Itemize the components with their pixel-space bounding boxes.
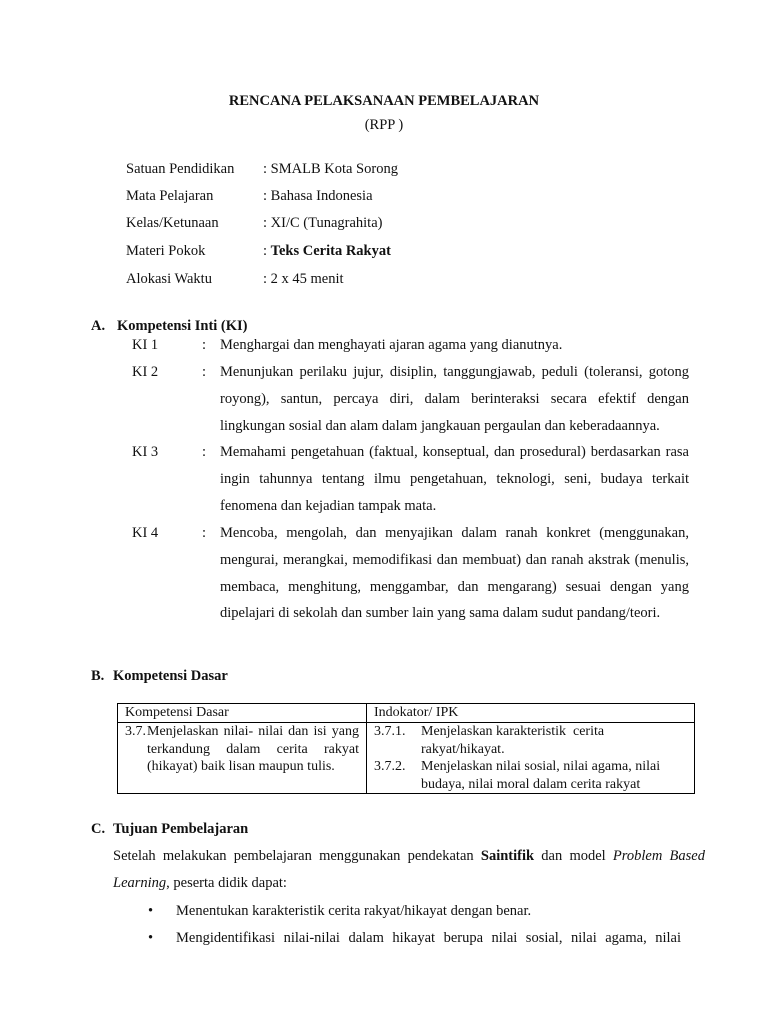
document-subtitle: (RPP ): [364, 117, 404, 133]
kd-cell: [118, 723, 367, 794]
section-b-heading: [91, 668, 228, 685]
ipk-number: 3.7.2.: [374, 759, 406, 774]
table-row: [118, 723, 695, 794]
meta-sep: :: [263, 188, 271, 204]
meta-row-mapel: [126, 187, 373, 206]
meta-key: Kelas/Ketunaan: [126, 215, 219, 231]
ipk-text: Menjelaskan karakteristik cerita rakyat/hikayat.: [421, 724, 608, 757]
kd-item: [125, 723, 359, 776]
ki-colon: :: [202, 525, 207, 541]
column-header: Indokator/ IPK: [367, 704, 695, 723]
meta-row-satuan: [126, 160, 398, 179]
ki-colon: :: [202, 444, 207, 460]
meta-row-kelas: [126, 214, 382, 233]
ki-text: Memahami pengetahuan (faktual, konseptual, dan prosedural) berdasarkan rasa ingin tahunnya tentang ilmu pengetahuan, teknologi, seni, budaya terkait fenomena dan kejadian tampak mata.: [220, 444, 689, 514]
ipk-item: [374, 758, 687, 793]
ki-label: KI 3: [132, 444, 159, 460]
kompetensi-dasar-table: [117, 703, 695, 794]
document-title: RENCANA PELAKSANAAN PEMBELAJARAN: [228, 93, 540, 109]
ki-label: KI 4: [132, 525, 159, 541]
meta-value: SMALB Kota Sorong: [270, 161, 398, 177]
ki-text: Menunjukan perilaku jujur, disiplin, tanggungjawab, peduli (toleransi, gotong royong), santun, percaya diri, dalam berinteraksi secara efektif dengan lingkungan sosial dan alam dalam jangkauan pergaulan dan keberadaannya.: [220, 364, 689, 434]
ipk-number: 3.7.1.: [374, 724, 406, 739]
meta-value: Bahasa Indonesia: [270, 188, 373, 204]
section-letter: C.: [91, 821, 106, 837]
ki-label: KI 2: [132, 364, 159, 380]
ipk-cell: [367, 723, 695, 794]
intro-italic: Problem Based Learning: [113, 848, 705, 891]
section-title: Tujuan Pembelajaran: [113, 821, 249, 837]
section-letter: A.: [91, 318, 106, 334]
intro-paragraph: [113, 843, 705, 897]
meta-sep: :: [263, 243, 271, 259]
meta-value: Teks Cerita Rakyat: [270, 243, 391, 259]
meta-key: Alokasi Waktu: [126, 271, 212, 287]
meta-sep: :: [263, 215, 271, 231]
list-item: Menentukan karakteristik cerita rakyat/hikayat dengan benar.: [176, 903, 532, 919]
meta-value: XI/C (Tunagrahita): [270, 215, 383, 231]
meta-value: 2 x 45 menit: [270, 271, 344, 287]
kd-number: 3.7.: [125, 724, 146, 739]
section-title: Kompetensi Dasar: [113, 668, 228, 684]
ki-label: KI 1: [132, 337, 159, 353]
table-header-row: [118, 704, 695, 723]
intro-text: Setelah melakukan pembelajaran menggunakan pendekatan: [113, 848, 481, 864]
ipk-item: [374, 723, 687, 758]
bullet-icon: •: [148, 903, 154, 919]
list-item: Mengidentifikasi nilai-nilai dalam hikayat berupa nilai sosial, nilai agama, nilai: [176, 930, 681, 946]
kd-text: Menjelaskan nilai- nilai dan isi yang terkandung dalam cerita rakyat (hikayat) baik lisan maupun tulis.: [147, 724, 359, 774]
meta-key: Mata Pelajaran: [126, 188, 214, 204]
intro-text: dan model: [534, 848, 613, 864]
meta-row-alokasi: [126, 270, 344, 289]
meta-key: Materi Pokok: [126, 243, 206, 259]
bullet-icon: •: [148, 930, 154, 946]
ki-colon: :: [202, 364, 207, 380]
section-letter: B.: [91, 668, 105, 684]
ki-colon: :: [202, 337, 207, 353]
ki-text: Mencoba, mengolah, dan menyajikan dalam ranah konkret (menggunakan, mengurai, merangkai, memodifikasi dan membuat) dan ranah akstrak (menulis, membaca, menghitung, menggambar, dan mengarang) sesuai dengan yang dipelajari di sekolah dan sumber lain yang sama dalam sudut pandang/teori.: [220, 525, 689, 622]
meta-sep: :: [263, 161, 271, 177]
section-title: Kompetensi Inti (KI): [117, 318, 248, 334]
ipk-text: Menjelaskan nilai sosial, nilai agama, nilai budaya, nilai moral dalam cerita rakyat: [421, 759, 661, 792]
intro-bold: Saintifik: [480, 848, 535, 864]
meta-key: Satuan Pendidikan: [126, 161, 235, 177]
column-header: Kompetensi Dasar: [118, 704, 367, 723]
ki-text: Menghargai dan menghayati ajaran agama yang dianutnya.: [220, 337, 563, 353]
section-c-heading: [91, 821, 248, 838]
intro-text: , peserta didik dapat:: [166, 875, 287, 891]
meta-sep: :: [263, 271, 271, 287]
meta-row-materi: [126, 242, 391, 261]
